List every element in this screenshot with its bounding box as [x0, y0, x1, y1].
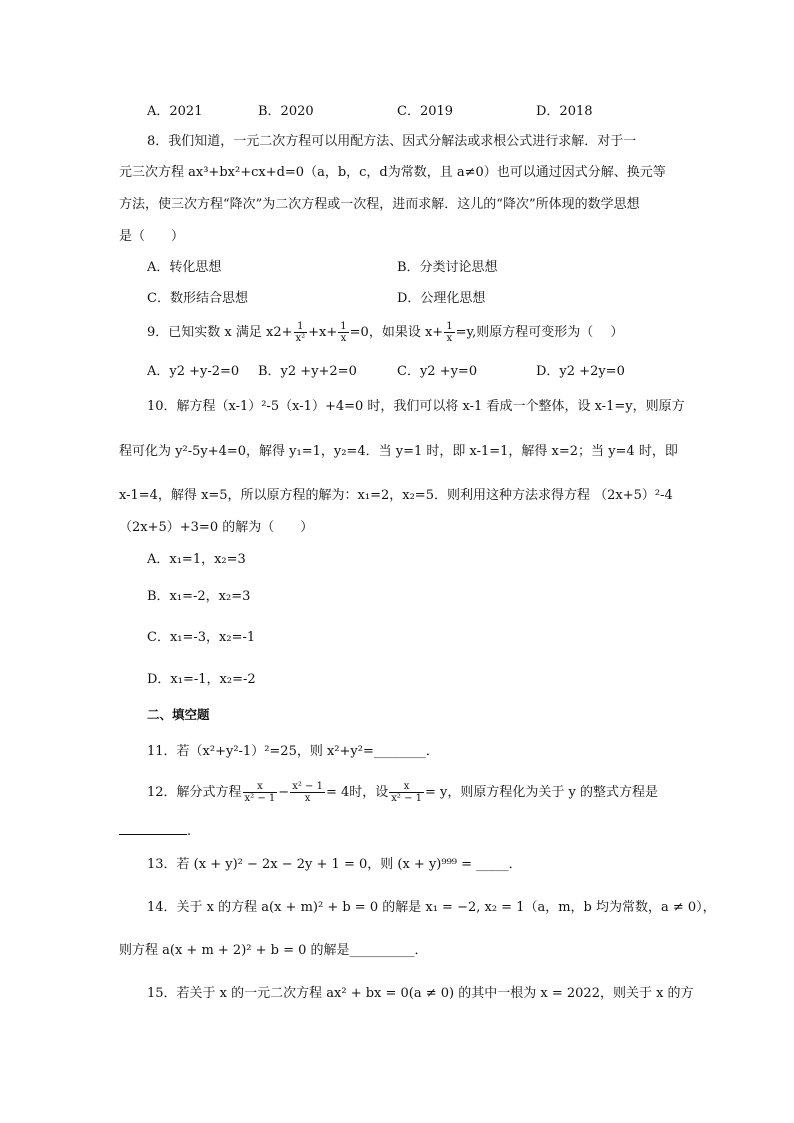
q10-option-a: A．x₁=1，x₂=3	[147, 552, 246, 567]
q8-option-a: A．转化思想	[147, 260, 222, 275]
q12-fraction-1	[243, 781, 278, 804]
q9-option-d: D．y2 +2y=0	[536, 364, 625, 379]
q7-option-a: A．2021	[147, 104, 203, 119]
q12-minus: −	[278, 785, 290, 800]
q9-fraction-3	[444, 321, 454, 344]
q9-fraction-1	[294, 321, 308, 344]
q14-line-2: 则方程 a(x + m + 2)² + b = 0 的解是__________．	[119, 943, 428, 958]
q12-fraction-3-denominator: x² − 1	[391, 793, 422, 804]
q10-line-4: （2x+5）+3=0 的解为（ ）	[119, 520, 314, 535]
q7-option-b: B．2020	[258, 104, 314, 119]
q8-option-c: C．数形结合思想	[147, 291, 248, 306]
q12-fraction-1-denominator: x² − 1	[244, 793, 276, 804]
q7-option-c: C．2019	[397, 104, 454, 119]
q9-option-c: C．y2 +y=0	[397, 364, 478, 379]
q9-fraction-2-denominator: x	[340, 333, 347, 344]
q9-option-a: A．y2 +y-2=0	[147, 364, 240, 379]
q9-stem	[147, 316, 623, 350]
q8-line-4: 是（ ）	[119, 229, 185, 244]
q14-line-1: 14．关于 x 的方程 a(x + m)² + b = 0 的解是 x₁ = −2, x₂ = 1（a，m，b 均为常数，a ≠ 0），	[147, 900, 716, 915]
q9-mid-1: +x+	[308, 325, 338, 340]
q9-fraction-2-numerator: 1	[340, 321, 347, 332]
q10-option-c: C．x₁=-3，x₂=-1	[147, 630, 256, 645]
q13-stem: 13．若 (x + y)² − 2x − 2y + 1 = 0，则 (x + y)⁹⁹⁹ = _____．	[147, 857, 522, 872]
q12-fraction-2	[290, 781, 325, 804]
q8-line-3: 方法，使三次方程“降次”为二次方程或一次程，进而求解．这儿的“降次”所体现的数学思想	[119, 197, 640, 212]
q12-mid: = 4时，设	[325, 785, 389, 800]
q9-fraction-1-numerator: 1	[294, 321, 308, 333]
q10-option-b: B．x₁=-2，x₂=3	[147, 589, 251, 604]
q12-answer-blank[interactable]	[119, 822, 187, 835]
q9-fraction-3-denominator: x	[446, 333, 453, 344]
q12-line-2	[119, 822, 191, 841]
q8-line-2	[119, 164, 666, 182]
q7-option-d: D．2018	[536, 104, 593, 119]
q11-stem: 11．若（x²+y²-1）²=25，则 x²+y²=________．	[147, 744, 439, 759]
q9-fraction-1-denominator: x²	[295, 333, 306, 344]
q8-line-2-prefix: 元三次方程	[119, 165, 189, 180]
q12-suffix: = y，则原方程化为关于 y 的整式方程是	[425, 785, 658, 800]
q12-fraction-3	[389, 781, 424, 804]
q8-option-d: D．公理化思想	[397, 291, 486, 306]
section-title-fill-in: 二、填空题	[147, 707, 210, 722]
q12-prefix: 12．解分式方程	[147, 785, 242, 800]
q12-stem	[147, 776, 658, 810]
q9-fraction-3-numerator: 1	[446, 321, 453, 332]
q9-prefix: 9．已知实数 x 满足 x2+	[147, 325, 293, 340]
q10-line-2: 程可化为 y²-5y+4=0，解得 y₁=1，y₂=4．当 y=1 时，即 x-1=1，解得 x=2；当 y=4 时，即	[119, 444, 678, 459]
q9-mid-2: =0，如果设 x+	[349, 325, 444, 340]
q12-fraction-2-denominator: x	[304, 793, 311, 804]
q10-line-3: x-1=4，解得 x=5，所以原方程的解为：x₁=2，x₂=5．则利用这种方法求得方程 （2x+5）²-4	[119, 488, 673, 503]
q10-option-d: D．x₁=-1，x₂=-2	[147, 672, 256, 687]
q12-line-2-end: .	[187, 824, 192, 839]
q12-fraction-2-numerator: x² − 1	[292, 781, 323, 792]
q8-option-b: B．分类讨论思想	[397, 260, 498, 275]
q9-option-b: B．y2 +y+2=0	[258, 364, 357, 379]
q12-fraction-1-numerator: x	[243, 781, 278, 793]
q12-fraction-3-numerator: x	[389, 781, 424, 793]
q9-fraction-2	[338, 321, 348, 344]
q8-line-2-equation: ax³+bx²+cx+d=0（a，b，c，d为常数，且 a≠0）也可以通过因式分解、换元等	[188, 165, 666, 180]
q10-line-1: 10．解方程（x-1）²-5（x-1）+4=0 时，我们可以将 x-1 看成一个整体，设 x-1=y，则原方	[147, 399, 685, 414]
q8-line-1: 8．我们知道，一元二次方程可以用配方法、因式分解法或求根公式进行求解．对于一	[147, 134, 637, 149]
q9-suffix: =y,则原方程可变形为（ ）	[455, 325, 624, 340]
q15-line-1: 15．若关于 x 的一元二次方程 ax² + bx = 0(a ≠ 0) 的其中一根为 x = 2022，则关于 x 的方	[147, 986, 694, 1001]
